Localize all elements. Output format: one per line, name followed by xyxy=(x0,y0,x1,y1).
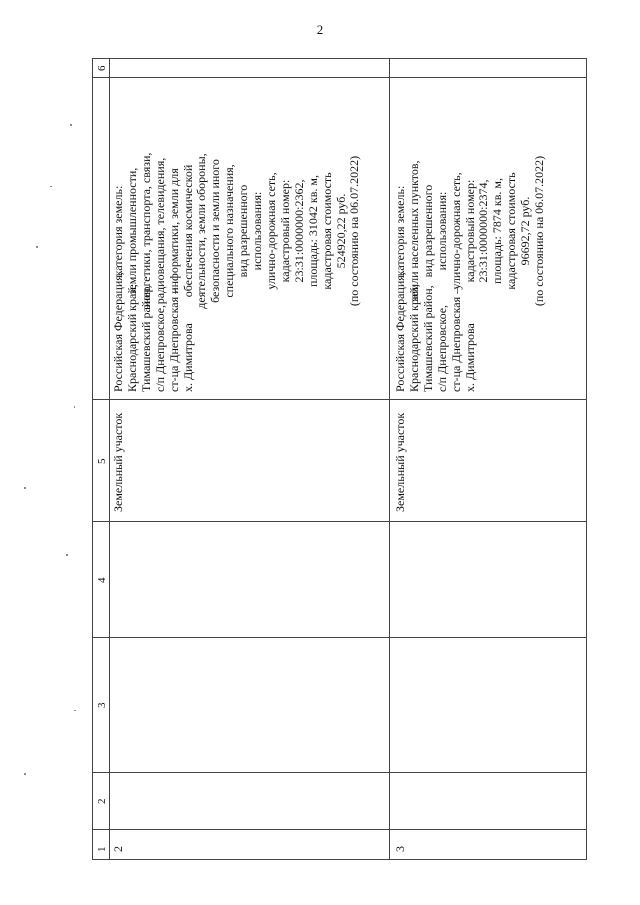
details-line: 23:31:0000000:2362, xyxy=(291,179,306,283)
details-line: категория земель: xyxy=(393,185,407,277)
details-line: информатики, земли для xyxy=(166,168,181,294)
details-line: кадастровый номер: xyxy=(462,179,477,283)
address-line: Тимашевский район, xyxy=(138,285,153,392)
details-line: использования: xyxy=(434,191,449,271)
details-line: площадь: 31042 кв. м, xyxy=(305,175,320,287)
row-number: 2 xyxy=(111,846,125,852)
details-line: специального назначения, xyxy=(222,164,237,298)
scan-speck xyxy=(24,487,26,489)
address-line: с/п Днепровское, xyxy=(434,304,449,392)
header-col-1: 1 xyxy=(96,846,108,852)
address-line: ст-ца Днепровская – xyxy=(448,287,463,392)
details-line: площадь: 7874 кв. м, xyxy=(490,178,505,284)
address-line: Российская Федерация, xyxy=(111,272,125,392)
column-border-4-3 xyxy=(93,637,586,638)
address-line: ст-ца Днепровская – xyxy=(166,287,181,392)
scan-speck xyxy=(66,554,68,556)
details-line: 96692,72 руб. xyxy=(518,196,533,266)
details-line: земли населенных пунктов, xyxy=(406,160,421,302)
header-row-border xyxy=(109,59,110,859)
address-line: Тимашевский район, xyxy=(420,285,435,392)
details-line: (по состоянию на 06.07.2022) xyxy=(532,155,547,307)
details-line: деятельности, земли обороны, xyxy=(194,153,209,309)
scan-speck xyxy=(24,773,26,775)
column-border-5-4 xyxy=(93,521,586,522)
address-line: Российская Федерация, xyxy=(393,272,407,392)
header-band-border xyxy=(93,77,586,78)
details-line: земли промышленности, xyxy=(124,167,139,295)
details-line: 23:31:0000000:2374, xyxy=(476,179,491,283)
header-col-4: 4 xyxy=(96,577,108,583)
address-line: х. Димитрова xyxy=(180,323,195,392)
details-line: улично-дорожная сеть, xyxy=(448,172,463,290)
details-line: улично-дорожная сеть, xyxy=(263,172,278,290)
details-line: радиовещания, телевидения, xyxy=(152,157,167,305)
scan-speck xyxy=(70,124,72,126)
details-line: обеспечения космической xyxy=(180,164,195,298)
scan-speck xyxy=(50,186,52,187)
header-col-5: 5 xyxy=(96,458,108,464)
object-type: Земельный участок xyxy=(393,412,407,512)
address-line: Краснодарский край, xyxy=(124,284,139,392)
header-col-2: 2 xyxy=(96,798,108,804)
details-line: энергетики, транспорта, связи, xyxy=(138,152,153,310)
details-line: безопасности и земли иного xyxy=(208,159,223,303)
scan-speck xyxy=(36,246,38,248)
details-line: (по состоянию на 06.07.2022) xyxy=(347,155,362,307)
header-col-6: 6 xyxy=(96,65,108,71)
row-number: 3 xyxy=(393,846,407,852)
table-frame xyxy=(92,58,587,860)
address-line: с/п Днепровское, xyxy=(152,304,167,392)
details-line: вид разрешенного xyxy=(420,184,435,278)
details-line: кадастровая стоимость xyxy=(504,172,519,290)
column-border-3-2 xyxy=(93,772,586,773)
header-col-3: 3 xyxy=(96,702,108,708)
scan-speck xyxy=(74,710,76,711)
details-line: 524920,22 руб. xyxy=(333,193,348,269)
details-cell xyxy=(112,85,362,377)
details-line: категория земель: xyxy=(111,185,125,277)
details-line: использования: xyxy=(250,191,265,271)
details-line: кадастровая стоимость xyxy=(319,172,334,290)
column-border-2-1 xyxy=(93,829,586,830)
page-number: 2 xyxy=(316,22,324,37)
scan-speck xyxy=(74,406,75,408)
address-line: х. Димитрова xyxy=(462,323,477,392)
details-line: вид разрешенного xyxy=(236,184,251,278)
details-line: кадастровый номер: xyxy=(277,179,292,283)
object-type: Земельный участок xyxy=(111,412,125,512)
column-border-6-5 xyxy=(93,399,586,400)
address-line: Краснодарский край, xyxy=(406,284,421,392)
row-border xyxy=(389,59,390,859)
details-cell xyxy=(394,85,547,377)
